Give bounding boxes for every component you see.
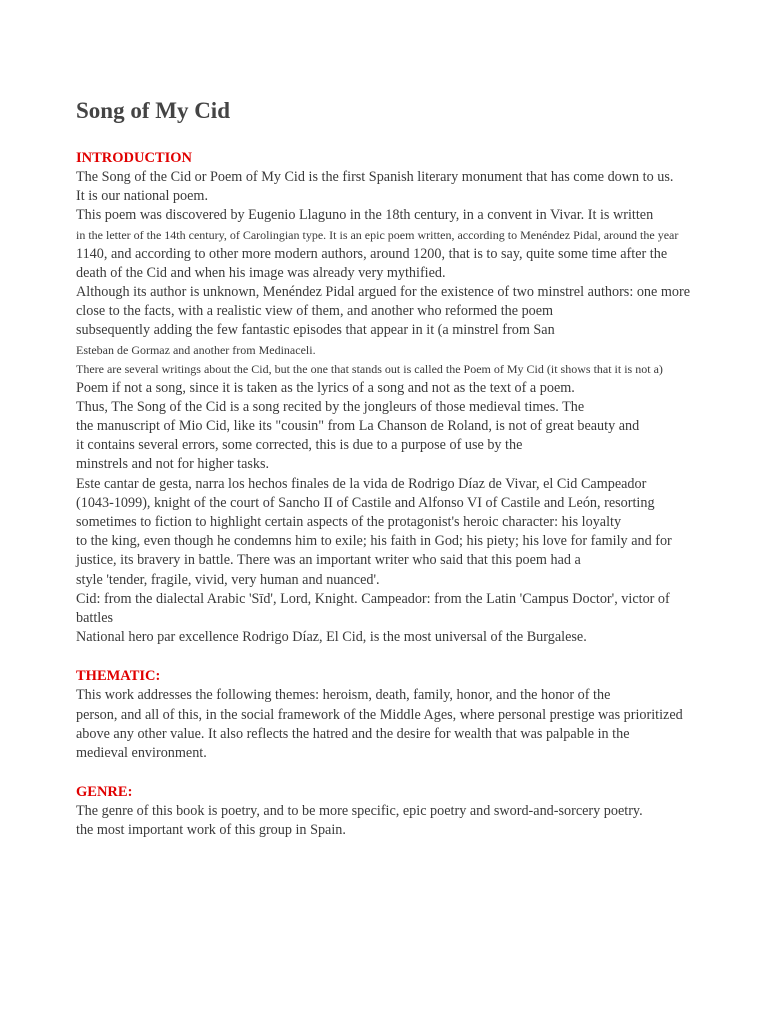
document-body [76, 149, 716, 841]
text-line: to the king, even though he condemns him to exile; his faith in God; his piety; his love for family and for [76, 533, 672, 550]
section-genre [76, 783, 716, 840]
section-introduction [76, 149, 716, 647]
text-line: Thus, The Song of the Cid is a song recited by the jongleurs of those medieval times. The [76, 398, 585, 415]
text-line: (1043-1099), knight of the court of Sancho II of Castile and Alfonso VI of Castile and León, resorting [76, 494, 655, 511]
text-line: close to the facts, with a realistic view of them, and another who reformed the poem [76, 303, 554, 320]
section-heading: GENRE: [76, 784, 133, 801]
text-line: justice, its bravery in battle. There was an important writer who said that this poem had a [76, 552, 581, 569]
text-line: style 'tender, fragile, vivid, very human and nuanced'. [76, 571, 380, 588]
text-line: above any other value. It also reflects the hatred and the desire for wealth that was palpable in the [76, 725, 630, 742]
text-line: medieval environment. [76, 745, 207, 762]
text-line: person, and all of this, in the social framework of the Middle Ages, where personal prestige was prioritized [76, 706, 683, 723]
text-line: This poem was discovered by Eugenio Llaguno in the 18th century, in a convent in Vivar. It is written [76, 207, 654, 224]
text-line: minstrels and not for higher tasks. [76, 456, 270, 473]
text-line: This work addresses the following themes: heroism, death, family, honor, and the honor of the [76, 687, 611, 704]
text-line: National hero par excellence Rodrigo Díaz, El Cid, is the most universal of the Burgalese. [76, 629, 587, 646]
text-line: There are several writings about the Cid, but the one that stands out is called the Poem of My Cid (it shows that it is not a) [76, 361, 663, 376]
text-line: the most important work of this group in Spain. [76, 822, 346, 839]
text-line: Although its author is unknown, Menéndez Pidal argued for the existence of two minstrel authors: one more [76, 284, 691, 301]
document-title: Song of My Cid [76, 98, 230, 123]
section-heading: THEMATIC: [76, 668, 161, 685]
text-line: 1140, and according to other more modern authors, around 1200, that is to say, quite some time after the [76, 245, 668, 262]
text-line: Poem if not a song, since it is taken as the lyrics of a song and not as the text of a poem. [76, 379, 575, 396]
text-line: sometimes to fiction to highlight certain aspects of the protagonist's heroic character: his loyalty [76, 514, 622, 531]
text-line: subsequently adding the few fantastic episodes that appear in it (a minstrel from San [76, 322, 555, 339]
text-line: The genre of this book is poetry, and to be more specific, epic poetry and sword-and-sorcery poetry. [76, 803, 643, 820]
section-thematic [76, 667, 716, 763]
text-line: the manuscript of Mio Cid, like its "cousin" from La Chanson de Roland, is not of great beauty and [76, 418, 640, 435]
text-line: battles [76, 610, 114, 627]
text-line: Cid: from the dialectal Arabic 'Sīd', Lord, Knight. Campeador: from the Latin 'Campus Doctor', victor of [76, 590, 670, 607]
text-line: Esteban de Gormaz and another from Medinaceli. [76, 342, 316, 357]
text-line: in the letter of the 14th century, of Carolingian type. It is an epic poem written, according to Menéndez Pidal, around the year [76, 227, 679, 242]
text-line: it contains several errors, some corrected, this is due to a purpose of use by the [76, 437, 523, 454]
text-line: death of the Cid and when his image was already very mythified. [76, 264, 446, 281]
text-line: It is our national poem. [76, 188, 208, 205]
text-line: The Song of the Cid or Poem of My Cid is the first Spanish literary monument that has come down to us. [76, 169, 674, 185]
text-line: Este cantar de gesta, narra los hechos finales de la vida de Rodrigo Díaz de Vivar, el Cid Campeador [76, 475, 647, 492]
document-page [76, 96, 716, 841]
section-heading: INTRODUCTION [76, 150, 193, 166]
